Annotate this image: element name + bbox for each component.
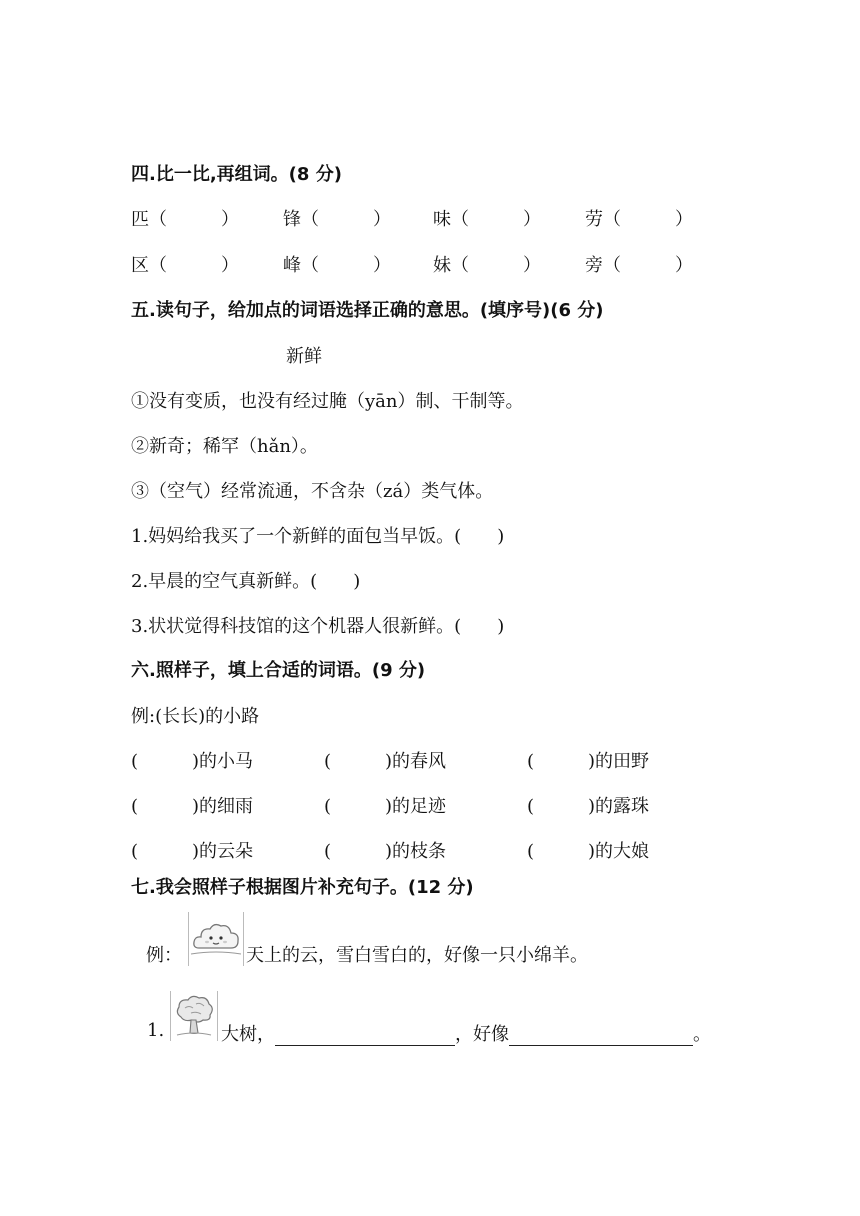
compare-item: 匹（ ） (131, 209, 239, 230)
tree-icon (170, 991, 218, 1041)
compare-item: 峰（ ） (283, 255, 391, 276)
compare-item: 妹（ ） (433, 255, 541, 276)
fill-item: ( )的细雨 (131, 796, 254, 817)
answer-blank-1[interactable] (275, 1025, 455, 1046)
fill-item: ( )的春风 (324, 751, 447, 772)
fill-item: ( )的露珠 (527, 796, 650, 817)
compare-item: 旁（ ） (585, 255, 693, 276)
meaning-item: ③（空气）经常流通，不含杂（zá）类气体。 (131, 481, 494, 502)
fill-item: ( )的云朵 (131, 841, 254, 862)
question-item: 3.状状觉得科技馆的这个机器人很新鲜。( ) (131, 616, 505, 637)
compare-item: 区（ ） (131, 255, 239, 276)
section6-title: 六.照样子，填上合适的词语。(9 分) (131, 660, 426, 681)
section5-title: 五.读句子，给加点的词语选择正确的意思。(填序号)(6 分) (131, 300, 604, 321)
cloud-icon (188, 912, 244, 966)
meaning-item: ①没有变质，也没有经过腌（yān）制、干制等。 (131, 391, 524, 412)
fill-item: ( )的小马 (131, 751, 254, 772)
compare-item: 劳（ ） (585, 209, 693, 230)
question-number: 1. (147, 1020, 165, 1041)
question-item: 1.妈妈给我买了一个新鲜的面包当早饭。( ) (131, 526, 505, 547)
sentence-end: 。 (693, 1024, 711, 1045)
answer-blank-2[interactable] (509, 1025, 693, 1046)
answer-line (221, 1020, 711, 1046)
example-line: 例:(长长)的小路 (131, 706, 260, 727)
fill-item: ( )的足迹 (324, 796, 447, 817)
section7-title: 七.我会照样子根据图片补充句子。(12 分) (131, 877, 474, 898)
fill-item: ( )的大娘 (527, 841, 650, 862)
fill-item: ( )的田野 (527, 751, 650, 772)
compare-item: 锋（ ） (283, 209, 391, 230)
example-sentence: 天上的云，雪白雪白的，好像一只小绵羊。 (246, 945, 588, 966)
fill-item: ( )的枝条 (324, 841, 447, 862)
compare-item: 味（ ） (433, 209, 541, 230)
target-word: 新鲜 (286, 346, 322, 367)
sentence-middle: ，好像 (455, 1024, 509, 1045)
section4-title: 四.比一比,再组词。(8 分) (131, 164, 342, 185)
example-label: 例： (146, 945, 182, 966)
question-item: 2.早晨的空气真新鲜。( ) (131, 571, 361, 592)
sentence-start: 大树， (221, 1024, 275, 1045)
meaning-item: ②新奇；稀罕（hǎn）。 (131, 436, 318, 457)
